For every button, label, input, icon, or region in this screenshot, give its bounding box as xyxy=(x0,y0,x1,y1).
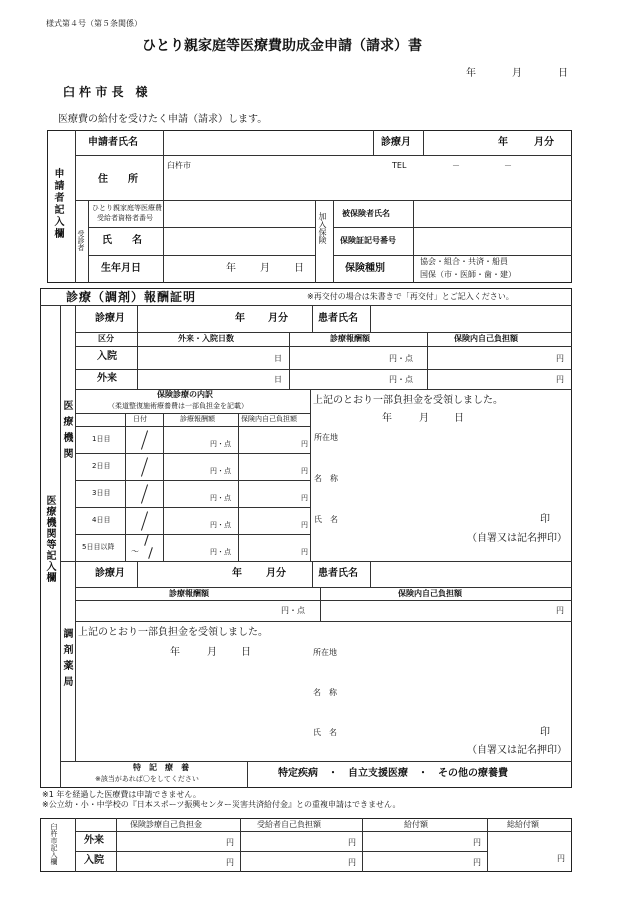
breakdown-note: （柔道整復施術療養費は一部負担金を記載） xyxy=(108,402,248,410)
applicant-section-label: 申請者記入欄 xyxy=(52,168,63,240)
pharmacy-patient-name-label: 患者氏名 xyxy=(318,568,358,579)
city-col-total-benefit: 総給付額 xyxy=(507,820,539,829)
b5-copay-unit: 円 xyxy=(301,548,308,556)
institution-section-label: 医療機関等記入欄 xyxy=(44,495,55,583)
row-outpatient: 外来 xyxy=(97,373,117,384)
certificate-title: 診療（調剤）報酬証明 xyxy=(66,290,197,304)
pharmacy-label: 調剤薬局 xyxy=(61,628,72,692)
special-care-title: 特 記 療 養 xyxy=(133,763,189,772)
city-col-benefit: 給付額 xyxy=(404,820,428,829)
form-title: ひとり親家庭等医療費助成金申請（請求）書 xyxy=(142,38,422,54)
col-date: 日付 xyxy=(133,415,147,423)
outpatient-days-unit: 日 xyxy=(274,375,282,384)
institution-name-label: 名 称 xyxy=(314,474,338,483)
inpatient-days-unit: 日 xyxy=(274,354,282,363)
tel-dash-2: － xyxy=(504,161,512,170)
date-year: 年 xyxy=(466,68,476,79)
address-label: 住 所 xyxy=(98,174,138,185)
col-fee: 診療報酬額 xyxy=(330,334,370,343)
city-row-inpatient: 入院 xyxy=(84,855,104,866)
institution-received-year: 年 xyxy=(382,413,392,424)
dob-day: 日 xyxy=(294,263,304,274)
dob-label: 生年月日 xyxy=(101,263,141,274)
outpatient-copay-unit: 円 xyxy=(556,375,564,384)
special-care-note: ※該当があれば〇をしてください xyxy=(95,775,199,783)
visit-month-label: 診療月 xyxy=(381,137,411,148)
institution-sign-note: （自署又は記名押印） xyxy=(467,533,567,544)
insurance-types-line-2: 国保（市・医師・歯・建） xyxy=(420,270,516,279)
visit-month-unit: 月分 xyxy=(534,137,554,148)
visit-day-3: 3日目 xyxy=(92,489,111,497)
pharmacy-col-copay: 保険内自己負担額 xyxy=(398,589,462,598)
pharmacy-visit-year: 年 xyxy=(232,568,242,579)
inpatient-copay-unit: 円 xyxy=(556,354,564,363)
pharmacy-name-label: 名 称 xyxy=(313,688,337,697)
city-out-c2-unit: 円 xyxy=(348,838,356,847)
city-out-c3-unit: 円 xyxy=(473,838,481,847)
col-copay-short: 保険内自己負担額 xyxy=(241,415,297,423)
city-prefix: 臼杵市 xyxy=(167,161,191,170)
institution-seal-mark: 印 xyxy=(540,514,550,525)
special-care-options: 特定疾病 ・ 自立支援医療 ・ その他の療養費 xyxy=(278,768,508,779)
outpatient-fee-unit: 円・点 xyxy=(389,375,413,384)
institution-location-label: 所在地 xyxy=(314,433,338,442)
insurance-group-label: 加入保険 xyxy=(318,212,327,244)
tel-dash-1: － xyxy=(452,161,460,170)
pharmacy-copay-unit: 円 xyxy=(556,606,564,615)
cert-no-label-1: ひとり親家庭等医療費 xyxy=(92,204,162,212)
addressee: 臼 杵 市 長 様 xyxy=(63,85,148,99)
visit-day-4: 4日目 xyxy=(92,516,111,524)
city-row-outpatient: 外来 xyxy=(84,835,104,846)
city-total-unit: 円 xyxy=(557,854,565,863)
date-day: 日 xyxy=(558,68,568,79)
city-in-c1-unit: 円 xyxy=(226,858,234,867)
b3-fee-unit: 円・点 xyxy=(210,494,231,502)
pharmacy-person-label: 氏 名 xyxy=(313,728,337,737)
city-in-c2-unit: 円 xyxy=(348,858,356,867)
certificate-note: ※再交付の場合は朱書きで「再交付」とご記入ください。 xyxy=(307,292,514,301)
pharmacy-sign-note: （自署又は記名押印） xyxy=(467,745,567,756)
footnote-2: ※公立幼・小・中学校の『日本スポーツ振興センター災害共済給付金』との重複申請はできません。 xyxy=(42,800,401,809)
insurance-no-label: 保険証記号番号 xyxy=(340,236,396,245)
form-number: 様式第４号（第５条関係） xyxy=(46,19,142,28)
pharmacy-received-month: 月 xyxy=(207,647,217,658)
pharmacy-location-label: 所在地 xyxy=(313,648,337,657)
city-col-recipient-copay: 受給者自己負担額 xyxy=(257,820,321,829)
pharmacy-received-day: 日 xyxy=(241,647,251,658)
patient-name-label: 氏 名 xyxy=(102,235,142,246)
city-use-label: 臼杵市記入欄 xyxy=(50,823,58,865)
institution-received-month: 月 xyxy=(419,413,429,424)
visit-day-5plus: 5日目以降 xyxy=(82,543,115,551)
city-in-c3-unit: 円 xyxy=(473,858,481,867)
visit-day-1: 1日目 xyxy=(92,435,111,443)
col-fee-short: 診療報酬額 xyxy=(180,415,215,423)
date-month: 月 xyxy=(512,68,522,79)
b1-fee-unit: 円・点 xyxy=(210,440,231,448)
dob-month: 月 xyxy=(260,263,270,274)
visit-year: 年 xyxy=(498,137,508,148)
pharmacy-received-year: 年 xyxy=(170,647,180,658)
pharmacy-fee-unit: 円・点 xyxy=(281,606,305,615)
cert-visit-year: 年 xyxy=(235,313,245,324)
pharmacy-col-fee: 診療報酬額 xyxy=(169,589,209,598)
pharmacy-seal-mark: 印 xyxy=(540,727,550,738)
breakdown-title: 保険診療の内訳 xyxy=(157,390,213,399)
cert-patient-name-label: 患者氏名 xyxy=(318,313,358,324)
b3-copay-unit: 円 xyxy=(301,494,308,502)
institution-received-day: 日 xyxy=(454,413,464,424)
city-out-c1-unit: 円 xyxy=(226,838,234,847)
b4-fee-unit: 円・点 xyxy=(210,521,231,529)
institution-person-label: 氏 名 xyxy=(314,515,338,524)
insurance-type-label: 保険種別 xyxy=(345,263,385,274)
cert-visit-month-label: 診療月 xyxy=(95,313,125,324)
insurance-types-line-1: 協会・組合・共済・船員 xyxy=(420,257,508,266)
intro-text: 医療費の給付を受けたく申請（請求）します。 xyxy=(58,114,268,125)
city-col-insurance-copay: 保険診療自己負担金 xyxy=(130,820,202,829)
institution-received-text: 上記のとおり一部負担金を受領しました。 xyxy=(313,395,503,406)
b4-copay-unit: 円 xyxy=(301,521,308,529)
date-range-tilde: ～ xyxy=(131,547,139,556)
pharmacy-visit-month-label: 診療月 xyxy=(95,568,125,579)
b2-fee-unit: 円・点 xyxy=(210,467,231,475)
medical-institution-label: 医療機関 xyxy=(61,400,72,464)
col-category: 区分 xyxy=(98,334,114,343)
visit-day-2: 2日目 xyxy=(92,462,111,470)
recipient-group-label: 受診者 xyxy=(77,230,85,251)
cert-no-label-2: 受給者資格者番号 xyxy=(97,214,153,222)
inpatient-fee-unit: 円・点 xyxy=(389,354,413,363)
col-copay: 保険内自己負担額 xyxy=(454,334,518,343)
row-inpatient: 入院 xyxy=(97,351,117,362)
pharmacy-visit-month-unit: 月分 xyxy=(266,568,286,579)
col-days: 外来・入院日数 xyxy=(178,334,234,343)
cert-visit-month-unit: 月分 xyxy=(268,313,288,324)
b1-copay-unit: 円 xyxy=(301,440,308,448)
insured-name-label: 被保険者氏名 xyxy=(342,209,390,218)
b2-copay-unit: 円 xyxy=(301,467,308,475)
pharmacy-received-text: 上記のとおり一部負担金を受領しました。 xyxy=(78,627,268,638)
dob-year: 年 xyxy=(226,263,236,274)
applicant-name-label: 申請者氏名 xyxy=(88,137,138,148)
footnote-1: ※1 年を経過した医療費は申請できません。 xyxy=(42,790,201,799)
tel-label: TEL xyxy=(392,161,407,170)
b5-fee-unit: 円・点 xyxy=(210,548,231,556)
